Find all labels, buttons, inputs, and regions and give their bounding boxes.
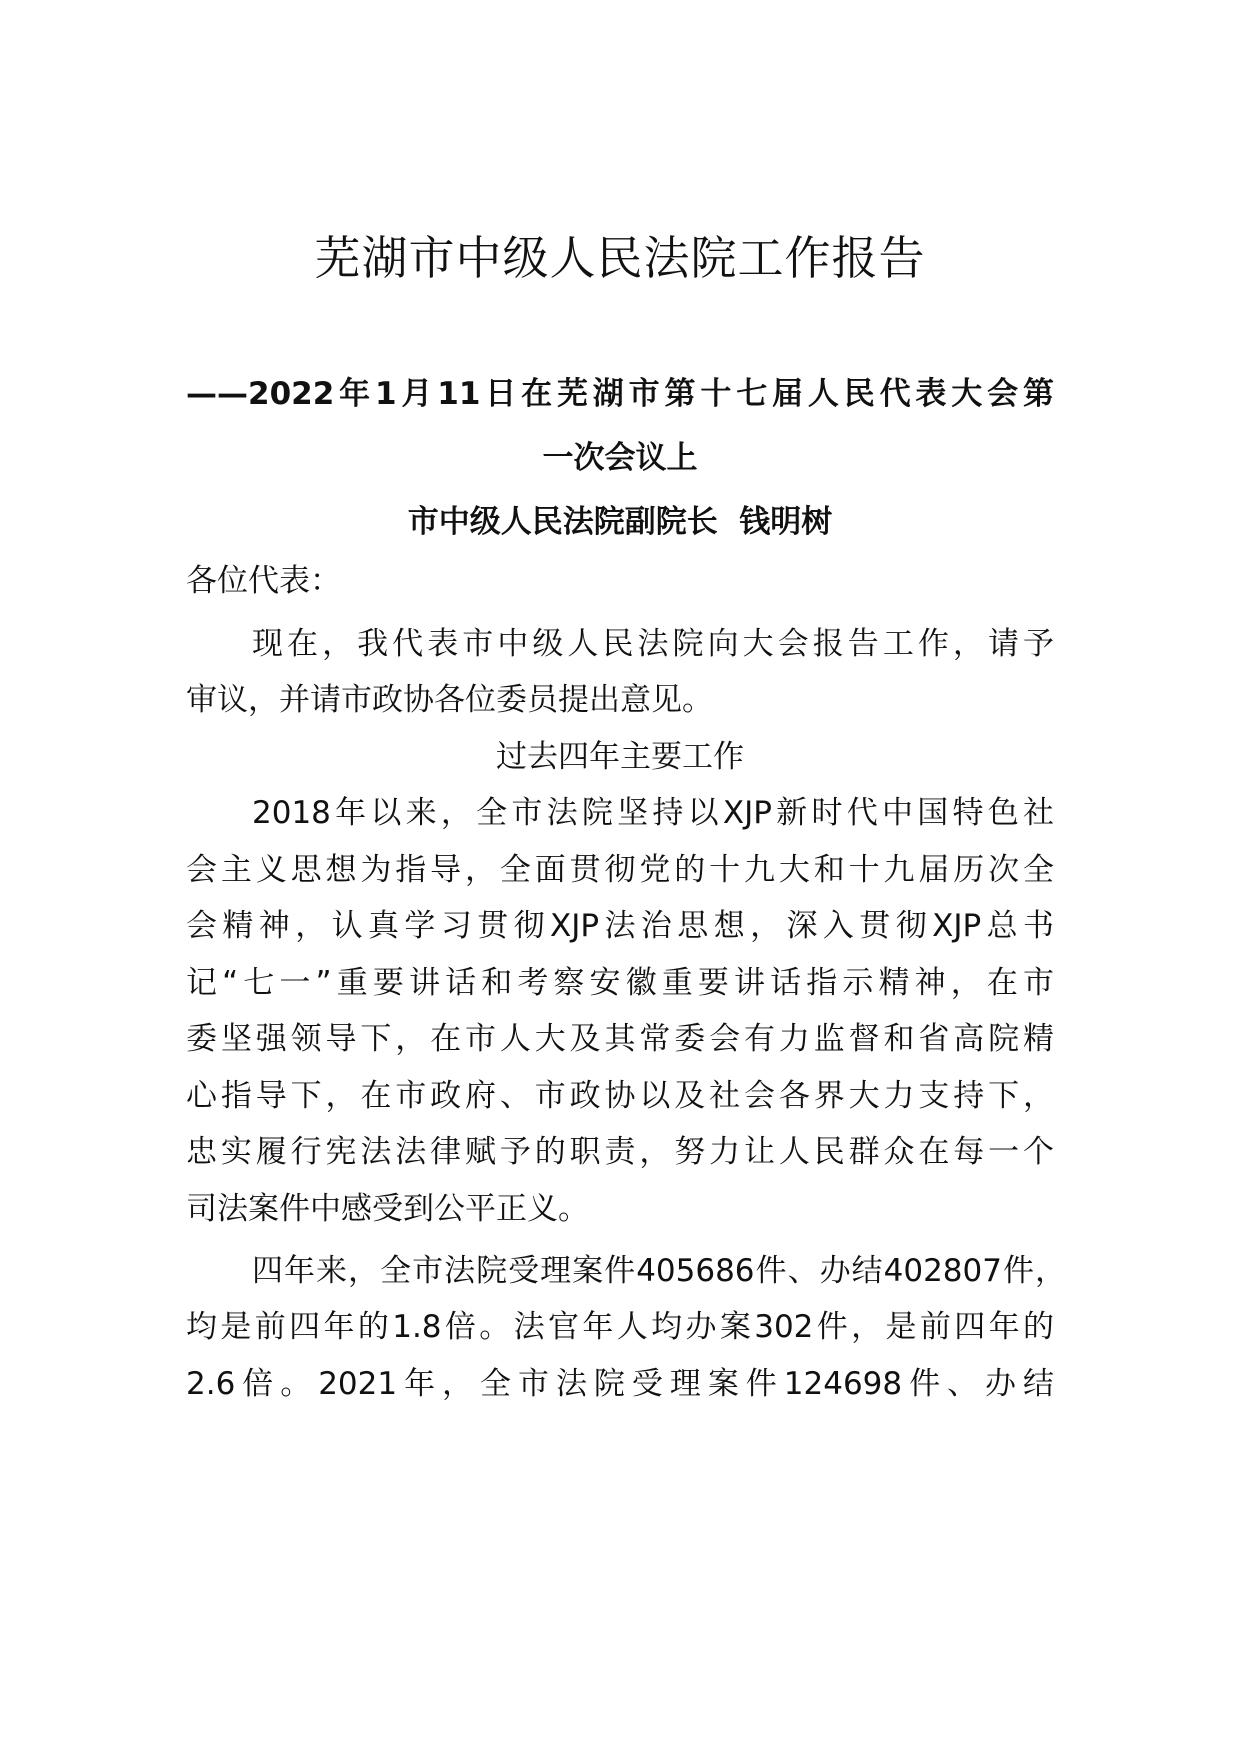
paragraph-line: 心指导下，在市政府、市政协以及社会各界大力支持下，: [186, 1078, 1054, 1114]
paragraph-line: 审议，并请市政协各位委员提出意见。: [186, 682, 713, 718]
paragraph-line: 2018年以来，全市法院坚持以XJP新时代中国特色社: [252, 795, 1054, 831]
author-line: 市中级人民法院副院长 钱明树: [407, 504, 833, 540]
paragraph-line: 四年来，全市法院受理案件405686件、办结402807件，: [252, 1253, 1066, 1289]
section-heading: 过去四年主要工作: [496, 739, 744, 775]
paragraph-line: 现在，我代表市中级人民法院向大会报告工作，请予: [252, 626, 1054, 662]
document-title: 芜湖市中级人民法院工作报告: [314, 231, 926, 285]
paragraph-line: 委坚强领导下，在市人大及其常委会有力监督和省高院精: [186, 1021, 1054, 1057]
subtitle-line-2: 一次会议上: [542, 440, 698, 476]
paragraph-line: 会主义思想为指导，全面贯彻党的十九大和十九届历次全: [186, 852, 1054, 888]
paragraph-line: 忠实履行宪法法律赋予的职责，努力让人民群众在每一个: [186, 1134, 1054, 1170]
paragraph-line: 会精神，认真学习贯彻XJP法治思想，深入贯彻XJP总书: [186, 908, 1054, 944]
subtitle-line-1: ——2022年1月11日在芜湖市第十七届人民代表大会第: [186, 376, 1054, 412]
paragraph-line: 均是前四年的1.8倍。法官年人均办案302件，是前四年的: [186, 1309, 1054, 1345]
paragraph-line: 记“七一”重要讲话和考察安徽重要讲话指示精神，在市: [186, 965, 1054, 1001]
paragraph-line: 司法案件中感受到公平正义。: [186, 1191, 589, 1227]
paragraph-line: 2.6倍。2021年，全市法院受理案件124698件、办结: [186, 1366, 1054, 1402]
salutation: 各位代表：: [186, 563, 341, 599]
